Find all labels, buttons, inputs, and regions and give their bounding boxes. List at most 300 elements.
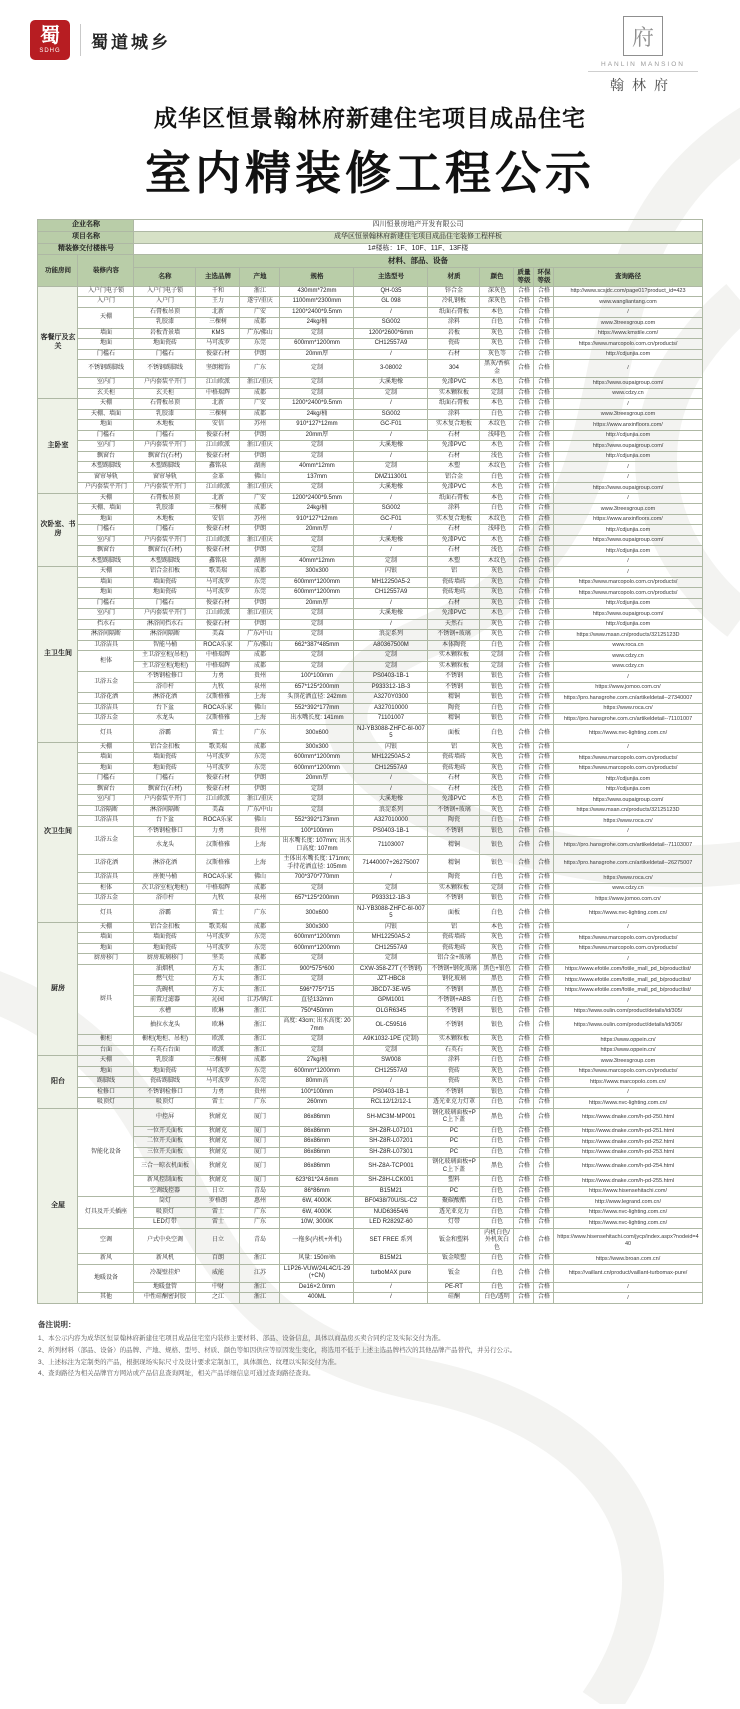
model-cell: CH12557A9 xyxy=(354,339,428,350)
content-cell: 室内门 xyxy=(78,441,134,452)
color-cell: 木色 xyxy=(480,441,514,452)
brand-cell: 千和 xyxy=(196,286,240,297)
color-cell: 本色 xyxy=(480,307,514,318)
room-cell: 阳台 xyxy=(38,1056,78,1109)
material-cell: 不锈钢 xyxy=(428,672,480,683)
quality-cell: 合格 xyxy=(514,535,534,546)
spec-cell: 定制 xyxy=(280,360,354,378)
table-row xyxy=(38,535,702,546)
env-cell: 合格 xyxy=(534,1108,554,1126)
origin-cell: 江苏 xyxy=(240,1264,280,1282)
table-row xyxy=(38,651,702,662)
origin-cell: 浙江 xyxy=(240,1254,280,1265)
content-cell: 柜体 xyxy=(78,651,134,672)
color-cell: 白色 xyxy=(480,996,514,1007)
quality-cell: 合格 xyxy=(514,1293,534,1304)
color-cell: 银色 xyxy=(480,714,514,725)
material-cell: 铝合金 xyxy=(428,472,480,483)
spec-cell: 910*127*12mm xyxy=(280,514,354,525)
quality-cell: 合格 xyxy=(514,805,534,816)
quality-cell: 合格 xyxy=(514,985,534,996)
origin-cell: 广东 xyxy=(240,904,280,922)
spec-cell: 900*575*600 xyxy=(280,964,354,975)
model-cell: DMZ113001 xyxy=(354,472,428,483)
origin-cell: 伊朗 xyxy=(240,598,280,609)
model-cell: 1200*2600*6mm xyxy=(354,328,428,339)
content-cell: 其他 xyxy=(78,1293,134,1304)
quality-cell: 合格 xyxy=(514,420,534,431)
material-cell: 塑料 xyxy=(428,1176,480,1187)
table-row xyxy=(38,742,702,753)
origin-cell: 伊朗 xyxy=(240,546,280,557)
quality-cell: 合格 xyxy=(514,1006,534,1017)
table-row xyxy=(38,883,702,894)
name-cell: 淋浴间挡水石 xyxy=(134,619,196,630)
origin-cell: 广东 xyxy=(240,360,280,378)
name-cell: 户内套装平开门 xyxy=(134,795,196,806)
model-cell: 大溪地橡 xyxy=(354,535,428,546)
info-label: 企业名称 xyxy=(38,220,134,232)
spec-cell: 400ML xyxy=(280,1293,354,1304)
content-cell: 木塑踢脚线 xyxy=(78,556,134,567)
content-cell: 门槛石 xyxy=(78,774,134,785)
table-row xyxy=(38,1293,702,1304)
quality-cell: 合格 xyxy=(514,430,534,441)
color-cell: 银色 xyxy=(480,837,514,855)
url-cell: https://www.marcopolo.com.cn/products/ xyxy=(554,763,702,774)
url-cell: https://www.hisensehitachi.com/ xyxy=(554,1186,702,1197)
origin-cell: 浙江/重庆 xyxy=(240,483,280,494)
material-cell: 不锈钢 xyxy=(428,1006,480,1017)
name-cell: LED灯带 xyxy=(134,1218,196,1229)
material-cell: 实木颗粒板 xyxy=(428,661,480,672)
model-cell: 大溪地橡 xyxy=(354,483,428,494)
color-cell: 木纹色 xyxy=(480,514,514,525)
spec-cell: 定制 xyxy=(280,630,354,641)
url-cell: https://www.nvc-lighting.com.cn/ xyxy=(554,724,702,742)
table-row xyxy=(38,1158,702,1176)
color-cell: 白色 xyxy=(480,1197,514,1208)
origin-cell: 厦门 xyxy=(240,1158,280,1176)
origin-cell: 广东 xyxy=(240,1207,280,1218)
brand-cell: 坚美 xyxy=(196,954,240,965)
name-cell: 岩板背景墙 xyxy=(134,328,196,339)
brand-cell: 江山欧派 xyxy=(196,483,240,494)
quality-cell: 合格 xyxy=(514,318,534,329)
origin-cell: 贵州 xyxy=(240,826,280,837)
url-cell: https://www.oupaigroup.com/ xyxy=(554,378,702,389)
env-cell: 合格 xyxy=(534,441,554,452)
model-cell: SG002 xyxy=(354,504,428,515)
model-cell: / xyxy=(354,873,428,884)
material-cell: 瓷砖 xyxy=(428,1066,480,1077)
content-cell: 天棚 xyxy=(78,1056,134,1067)
material-cell: 石材 xyxy=(428,598,480,609)
name-cell: 三位开关面板 xyxy=(134,1147,196,1158)
spec-cell: 300x300 xyxy=(280,742,354,753)
name-cell: 木地板 xyxy=(134,420,196,431)
env-cell: 合格 xyxy=(534,943,554,954)
table-row xyxy=(38,399,702,410)
url-cell: https://www.nvc-lighting.com.cn/ xyxy=(554,1218,702,1229)
material-cell: 聚碳酸酯 xyxy=(428,1197,480,1208)
content-cell: 天棚、墙面 xyxy=(78,504,134,515)
origin-cell: 浙江 xyxy=(240,1045,280,1056)
env-cell: 合格 xyxy=(534,894,554,905)
material-cell: 精铜 xyxy=(428,693,480,704)
table-row xyxy=(38,1066,702,1077)
env-cell: 合格 xyxy=(534,837,554,855)
name-cell: 石膏板吊顶 xyxy=(134,493,196,504)
table-row xyxy=(38,546,702,557)
color-cell: 浅色 xyxy=(480,451,514,462)
env-cell: 合格 xyxy=(534,682,554,693)
quality-cell: 合格 xyxy=(514,1126,534,1137)
spec-cell: 600mm*1200mm xyxy=(280,763,354,774)
env-cell: 合格 xyxy=(534,339,554,350)
spec-cell: 623*81*24.6mm xyxy=(280,1176,354,1187)
env-cell: 合格 xyxy=(534,577,554,588)
table-row xyxy=(38,1108,702,1126)
color-cell: 黑灰/香槟金 xyxy=(480,360,514,378)
env-cell: 合格 xyxy=(534,933,554,944)
url-cell: https://www.marcopolo.com.cn/products/ xyxy=(554,339,702,350)
name-cell: 地面瓷砖 xyxy=(134,943,196,954)
model-cell: A9K1032-1PE (定制) xyxy=(354,1035,428,1046)
name-cell: 石膏板吊顶 xyxy=(134,399,196,410)
color-cell: 黑色 xyxy=(480,1108,514,1126)
quality-cell: 合格 xyxy=(514,525,534,536)
spec-cell: 定制 xyxy=(280,1045,354,1056)
spec-cell: 600mm*1200mm xyxy=(280,1066,354,1077)
url-cell: http://www.scsjdc.com/page01?product_id=423 xyxy=(554,286,702,297)
origin-cell: 浙江 xyxy=(240,1006,280,1017)
brand-cell: 江山欧派 xyxy=(196,441,240,452)
content-cell: 空调 xyxy=(78,1228,134,1254)
env-cell: 合格 xyxy=(534,784,554,795)
color-cell: 灰色 xyxy=(480,1066,514,1077)
origin-cell: 浙江/重庆 xyxy=(240,441,280,452)
table-row xyxy=(38,873,702,884)
quality-cell: 合格 xyxy=(514,703,534,714)
name-cell: 门槛石 xyxy=(134,430,196,441)
model-cell: 71101007 xyxy=(354,714,428,725)
spec-cell: 20mm厚 xyxy=(280,430,354,441)
content-cell: 卫浴洁具 xyxy=(78,703,134,714)
name-cell: 抽拉水龙头 xyxy=(134,1017,196,1035)
url-cell: https://www.msan.cn/products/32125123D xyxy=(554,805,702,816)
quality-cell: 合格 xyxy=(514,409,534,420)
brand-cell: 三棵树 xyxy=(196,1056,240,1067)
brand-cell: 汉斯格雅 xyxy=(196,855,240,873)
quality-cell: 合格 xyxy=(514,651,534,662)
origin-cell: 广东 xyxy=(240,1098,280,1109)
name-cell: 浴巾杆 xyxy=(134,894,196,905)
column-header-row xyxy=(38,267,702,286)
url-cell: / xyxy=(554,307,702,318)
color-cell: 灰色 xyxy=(480,1035,514,1046)
env-cell: 合格 xyxy=(534,1045,554,1056)
spec-cell: 86x86mm xyxy=(280,1126,354,1137)
origin-cell: 浙江 xyxy=(240,1293,280,1304)
brand-cell: 俊豪石材 xyxy=(196,525,240,536)
content-cell: 户内套装平开门 xyxy=(78,483,134,494)
origin-cell: 成都 xyxy=(240,742,280,753)
color-cell: 黑色 xyxy=(480,1158,514,1176)
quality-cell: 合格 xyxy=(514,894,534,905)
name-cell: 油烟机 xyxy=(134,964,196,975)
brand-cell: 俊豪石材 xyxy=(196,619,240,630)
model-cell: 闪银 xyxy=(354,922,428,933)
brand-left-name: 蜀道城乡 xyxy=(91,32,171,52)
name-cell: 墙面瓷砖 xyxy=(134,577,196,588)
content-cell: 智能化设备 xyxy=(78,1108,134,1197)
origin-cell: 贵州 xyxy=(240,1087,280,1098)
brand-cell: 力勇 xyxy=(196,672,240,683)
quality-cell: 合格 xyxy=(514,795,534,806)
color-cell: 银色 xyxy=(480,1087,514,1098)
env-cell: 合格 xyxy=(534,1264,554,1282)
table-row xyxy=(38,1017,702,1035)
model-cell: GC-F01 xyxy=(354,420,428,431)
quality-cell: 合格 xyxy=(514,1035,534,1046)
model-cell: RCL12/12/12-1 xyxy=(354,1098,428,1109)
url-cell: / xyxy=(554,462,702,473)
quality-cell: 合格 xyxy=(514,556,534,567)
name-cell: 户内套装平开门 xyxy=(134,609,196,620)
spec-cell: 600mm*1200mm xyxy=(280,577,354,588)
env-cell: 合格 xyxy=(534,556,554,567)
content-cell: 卫浴洁具 xyxy=(78,640,134,651)
col-header-url: 查询路径 xyxy=(554,267,702,286)
url-cell: https://www.marcopolo.com.cn/products/ xyxy=(554,1066,702,1077)
color-cell: 白色 xyxy=(480,640,514,651)
material-cell: 硅酮 xyxy=(428,1293,480,1304)
content-cell: 卫浴洁具 xyxy=(78,816,134,827)
model-cell: 浪淀系列 xyxy=(354,805,428,816)
content-cell: 室内门 xyxy=(78,535,134,546)
content-cell: 玄关柜 xyxy=(78,388,134,399)
url-cell: / xyxy=(554,1293,702,1304)
name-cell: 木塑踢脚线 xyxy=(134,556,196,567)
material-cell: 石材 xyxy=(428,784,480,795)
model-cell: MH12250A5-2 xyxy=(354,753,428,764)
table-row xyxy=(38,297,702,308)
name-cell: 地暖盘管 xyxy=(134,1282,196,1293)
content-cell: 卫浴五金 xyxy=(78,826,134,855)
quality-cell: 合格 xyxy=(514,753,534,764)
table-row xyxy=(38,430,702,441)
origin-cell: 成都 xyxy=(240,661,280,672)
color-cell: 浅啡色 xyxy=(480,525,514,536)
table-row xyxy=(38,933,702,944)
url-cell: / xyxy=(554,922,702,933)
table-row xyxy=(38,318,702,329)
content-cell: 门槛石 xyxy=(78,598,134,609)
color-cell: 银色 xyxy=(480,1017,514,1035)
url-cell: https://www.marcopolo.com.cn/products/ xyxy=(554,577,702,588)
url-cell: www.cdzy.cn xyxy=(554,883,702,894)
content-cell: 挡水石 xyxy=(78,619,134,630)
name-cell: 门槛石 xyxy=(134,349,196,360)
spec-cell: L1P26-VUW/24L4C/1-29(+CN) xyxy=(280,1264,354,1282)
origin-cell: 泉州 xyxy=(240,894,280,905)
model-cell: 定制 xyxy=(354,651,428,662)
content-cell: 地面 xyxy=(78,514,134,525)
name-cell: 墙面瓷砖 xyxy=(134,753,196,764)
brand-cell: 马可波罗 xyxy=(196,753,240,764)
brand-cell: 江山欧派 xyxy=(196,535,240,546)
env-cell: 合格 xyxy=(534,349,554,360)
color-cell: 黑色 xyxy=(480,954,514,965)
color-cell: 白色 xyxy=(480,1207,514,1218)
brand-cell: 坚朗精饰 xyxy=(196,360,240,378)
model-cell: A327010000 xyxy=(354,816,428,827)
env-cell: 合格 xyxy=(534,826,554,837)
url-cell: https://pro.hansgrohe.com.cn/artikeldetail--71103007 xyxy=(554,837,702,855)
page-subtitle: 成华区恒景翰林府新建住宅项目成品住宅 xyxy=(154,105,586,131)
model-cell: 大溪地橡 xyxy=(354,795,428,806)
quality-cell: 合格 xyxy=(514,588,534,599)
env-cell: 合格 xyxy=(534,1186,554,1197)
table-row xyxy=(38,630,702,641)
name-cell: 地面瓷砖 xyxy=(134,339,196,350)
content-cell: 天棚、墙面 xyxy=(78,409,134,420)
group-header-row xyxy=(38,255,702,267)
url-cell: https://www.roca.cn/ xyxy=(554,703,702,714)
brand-cell: 马可波罗 xyxy=(196,1077,240,1088)
model-cell: 大溪地橡 xyxy=(354,609,428,620)
table-row xyxy=(38,996,702,1007)
origin-cell: 东莞 xyxy=(240,933,280,944)
env-cell: 合格 xyxy=(534,1176,554,1187)
content-cell: 台面 xyxy=(78,1045,134,1056)
model-cell: SG002 xyxy=(354,409,428,420)
spec-cell: 20mm厚 xyxy=(280,349,354,360)
quality-cell: 合格 xyxy=(514,399,534,410)
brand-cell: KMS xyxy=(196,328,240,339)
brand-cell: 中格瑞辉 xyxy=(196,388,240,399)
quality-cell: 合格 xyxy=(514,714,534,725)
quality-cell: 合格 xyxy=(514,1066,534,1077)
url-cell: www.3treesgroup.com xyxy=(554,409,702,420)
origin-cell: 遂宁/重庆 xyxy=(240,297,280,308)
origin-cell: 佛山 xyxy=(240,816,280,827)
model-cell: / xyxy=(354,1077,428,1088)
color-cell: 浅啡色 xyxy=(480,430,514,441)
spec-cell: 552*392*173mm xyxy=(280,816,354,827)
url-cell: https://www.oupaigroup.com/ xyxy=(554,441,702,452)
spec-cell: 20mm厚 xyxy=(280,525,354,536)
origin-cell: 成都 xyxy=(240,883,280,894)
model-cell: P933312-1B-3 xyxy=(354,682,428,693)
brand-cell: 狄耐克 xyxy=(196,1137,240,1148)
table-row xyxy=(38,1282,702,1293)
brand-cell: 俊豪石材 xyxy=(196,430,240,441)
spec-cell: 定制 xyxy=(280,784,354,795)
room-cell: 主卫生间 xyxy=(38,567,78,743)
origin-cell: 浙江 xyxy=(240,286,280,297)
brand-cell: 欧琳 xyxy=(196,1017,240,1035)
material-cell: 透光亚克力 xyxy=(428,1207,480,1218)
env-cell: 合格 xyxy=(534,483,554,494)
model-cell: / xyxy=(354,430,428,441)
model-cell: SH-MC3M-MP001 xyxy=(354,1108,428,1126)
material-cell: 石材 xyxy=(428,451,480,462)
material-cell: 不锈钢 xyxy=(428,682,480,693)
name-cell: 浴巾杆 xyxy=(134,682,196,693)
spec-cell: 定制 xyxy=(280,483,354,494)
origin-cell: 浙江 xyxy=(240,975,280,986)
brand-cell: 美森 xyxy=(196,805,240,816)
brand-cell: 北新 xyxy=(196,399,240,410)
quality-cell: 合格 xyxy=(514,630,534,641)
table-row xyxy=(38,682,702,693)
table-row xyxy=(38,525,702,536)
brand-cell: 马可波罗 xyxy=(196,339,240,350)
model-cell: / xyxy=(354,619,428,630)
model-cell: / xyxy=(354,525,428,536)
model-cell: / xyxy=(354,546,428,557)
model-cell: NJ-YB3088-ZHFC-6I-0075 xyxy=(354,724,428,742)
color-cell: 白色 xyxy=(480,703,514,714)
quality-cell: 合格 xyxy=(514,307,534,318)
quality-cell: 合格 xyxy=(514,462,534,473)
brand-cell: 狄耐克 xyxy=(196,1108,240,1126)
hanlin-seal-icon: 府 xyxy=(623,16,663,56)
quality-cell: 合格 xyxy=(514,742,534,753)
brand-cell: 威能 xyxy=(196,1264,240,1282)
spec-cell: 定制 xyxy=(280,609,354,620)
table-row xyxy=(38,378,702,389)
material-cell: 钣金喷塑 xyxy=(428,1254,480,1265)
brand-cell: ROCA乐家 xyxy=(196,816,240,827)
col-header-quality: 质量等级 xyxy=(514,267,534,286)
color-cell: 浅色 xyxy=(480,784,514,795)
note-item: 3、上述标注为定制类的产品，根据现场实际尺寸及设计要求定制加工，具体颜色、纹理以实际交付为准。 xyxy=(38,1358,341,1366)
brand-cell: 江山欧派 xyxy=(196,378,240,389)
name-cell: 座便马桶 xyxy=(134,873,196,884)
material-cell: 木塑 xyxy=(428,462,480,473)
table-row xyxy=(38,894,702,905)
name-cell: 浴霸 xyxy=(134,904,196,922)
name-cell: 铝合金扣板 xyxy=(134,742,196,753)
spec-cell: 100*100mm xyxy=(280,826,354,837)
brand-cell: 罗格朗 xyxy=(196,1197,240,1208)
table-row xyxy=(38,307,702,318)
name-cell: 户内套装平开门 xyxy=(134,441,196,452)
model-cell: 3-08002 xyxy=(354,360,428,378)
origin-cell: 成都 xyxy=(240,567,280,578)
url-cell: https://www.oppein.cn/ xyxy=(554,1045,702,1056)
content-cell: 墙面 xyxy=(78,577,134,588)
brand-cell: 雷士 xyxy=(196,904,240,922)
content-cell: 室内门 xyxy=(78,795,134,806)
model-cell: / xyxy=(354,598,428,609)
color-cell: 木纹色 xyxy=(480,420,514,431)
brand-cell: 九牧 xyxy=(196,682,240,693)
quality-cell: 合格 xyxy=(514,567,534,578)
brand-cell: 百朗 xyxy=(196,1254,240,1265)
url-cell: https://www.marcopolo.com.cn/products/ xyxy=(554,588,702,599)
name-cell: 橱柜(地柜、吊柜) xyxy=(134,1035,196,1046)
table-row xyxy=(38,954,702,965)
material-cell: 纸面石膏板 xyxy=(428,399,480,410)
url-cell: / xyxy=(554,1282,702,1293)
origin-cell: 东莞 xyxy=(240,943,280,954)
spec-cell: 20mm厚 xyxy=(280,774,354,785)
content-cell: 飘窗台 xyxy=(78,451,134,462)
